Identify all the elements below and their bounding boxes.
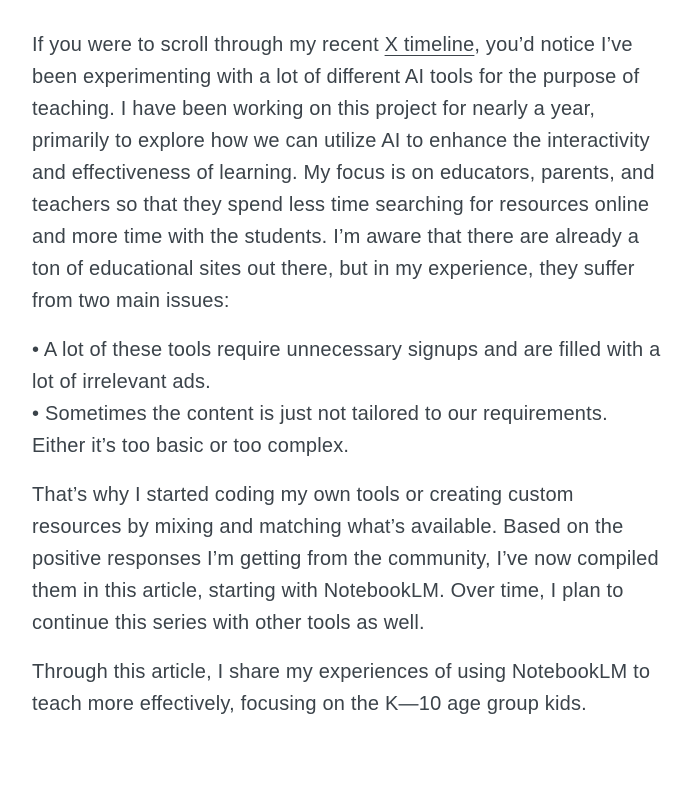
x-timeline-link[interactable]: X timeline (384, 34, 475, 56)
intro-text-before-link: If you were to scroll through my recent (32, 34, 385, 56)
issue-item-signups-ads: • A lot of these tools require unnecessary signups and are filled with a lot of irrelevant ads. (32, 339, 661, 393)
issue-item-content-fit: • Sometimes the content is just not tailored to our requirements. Either it’s too basic or too complex. (32, 403, 608, 457)
paragraph-closing: Through this article, I share my experiences of using NotebookLM to teach more effectively, focusing on the K—10 age group kids. (32, 661, 651, 715)
paragraph-issues-list (32, 334, 663, 462)
paragraph-intro (32, 29, 663, 317)
intro-text-after-link: , you’d notice I’ve been experimenting with a lot of different AI tools for the purpose of teaching. I have been working on this project for nearly a year, primarily to explore how we can utilize AI to enhance the interactivity and effectiveness of learning. My focus is on educators, parents, and teachers so that they spend less time searching for resources online and more time with the students. I’m aware that there are already a ton of educational sites out there, but in my experience, they suffer from two main issues: (32, 34, 655, 312)
paragraph-own-tools: That’s why I started coding my own tools or creating custom resources by mixing and matching what’s available. Based on the positive responses I’m getting from the community, I’ve now compiled them in this article, starting with NotebookLM. Over time, I plan to continue this series with other tools as well. (32, 484, 659, 634)
